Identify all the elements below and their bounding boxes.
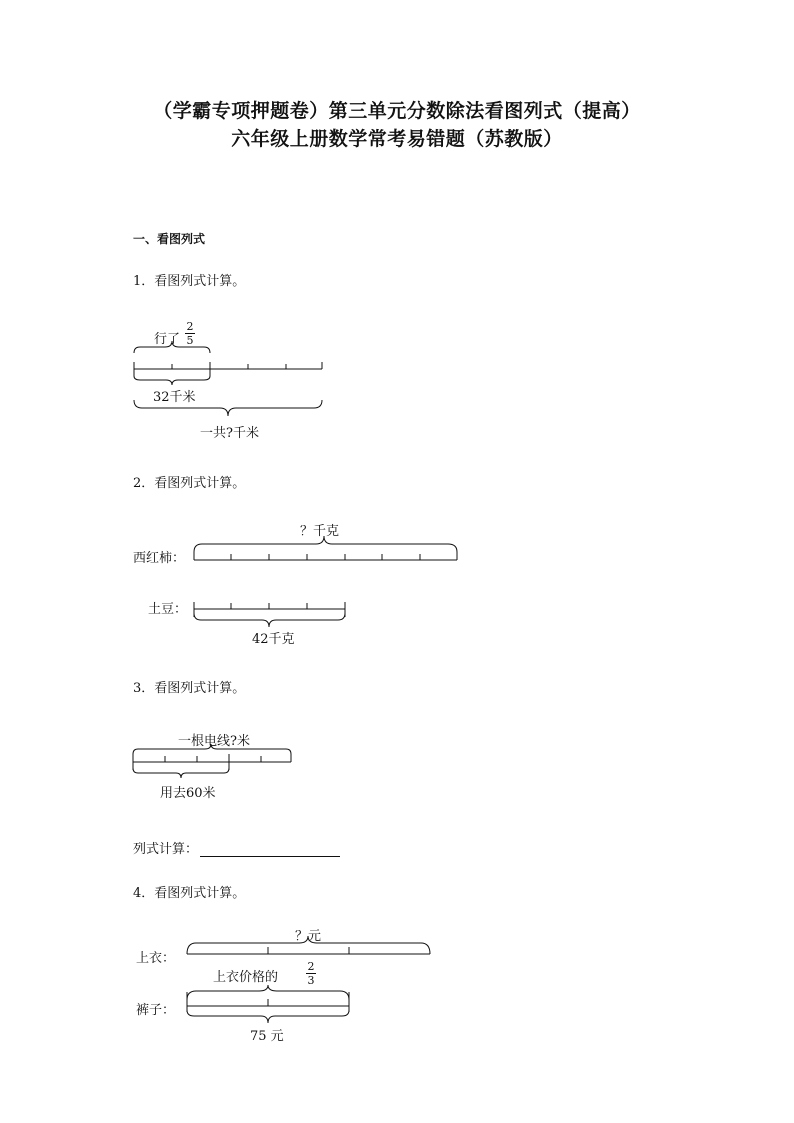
problem-3-bottom-label: 用去60米 [160, 786, 216, 801]
problem-1-prompt: 1．看图列式计算。 [133, 274, 246, 289]
problem-4-prompt: 4．看图列式计算。 [133, 886, 246, 901]
problem-4-bottom-label: 75 元 [250, 1029, 284, 1044]
problem-2-row1-label: 西红柿： [133, 551, 186, 566]
section-heading: 一、看图列式 [133, 232, 206, 246]
problem-1-part-label: 32千米 [153, 390, 196, 405]
document-title-line2: 六年级上册数学常考易错题（苏教版） [231, 128, 563, 150]
problem-1-total-label: 一共?千米 [200, 426, 259, 441]
problem-2-row2-label: 土豆： [148, 602, 188, 617]
problem-4-middle-label: 上衣价格的 [213, 970, 279, 985]
problem-2-bottom-label: 42千克 [252, 632, 295, 647]
problem-4-top-brace [187, 936, 430, 954]
problem-4-bottom-brace [187, 1010, 349, 1023]
document-title-line1: （学霸专项押题卷）第三单元分数除法看图列式（提高） [153, 100, 641, 122]
problem-3-prompt: 3．看图列式计算。 [133, 681, 246, 696]
problem-4-middle-brace [187, 985, 349, 1000]
problem-1-fraction-numerator: 2 [186, 320, 194, 333]
problem-2-prompt: 2．看图列式计算。 [133, 476, 246, 491]
problem-3-top-label: 一根电线?米 [178, 734, 250, 749]
problem-3-answer-label: 列式计算： [133, 842, 199, 857]
problem-4-fraction-denominator: 3 [307, 974, 315, 987]
problem-4-row2-label: 裤子： [136, 1003, 176, 1018]
problem-4-fraction-numerator: 2 [307, 960, 315, 973]
problem-1-fraction-denominator: 5 [186, 334, 194, 347]
problem-4-top-label: ？元 [295, 929, 322, 944]
problem-4-row1-label: 上衣： [136, 951, 176, 966]
problem-1-top-label: 行了 [154, 332, 181, 347]
problem-2-top-label: ？千克 [300, 524, 340, 539]
